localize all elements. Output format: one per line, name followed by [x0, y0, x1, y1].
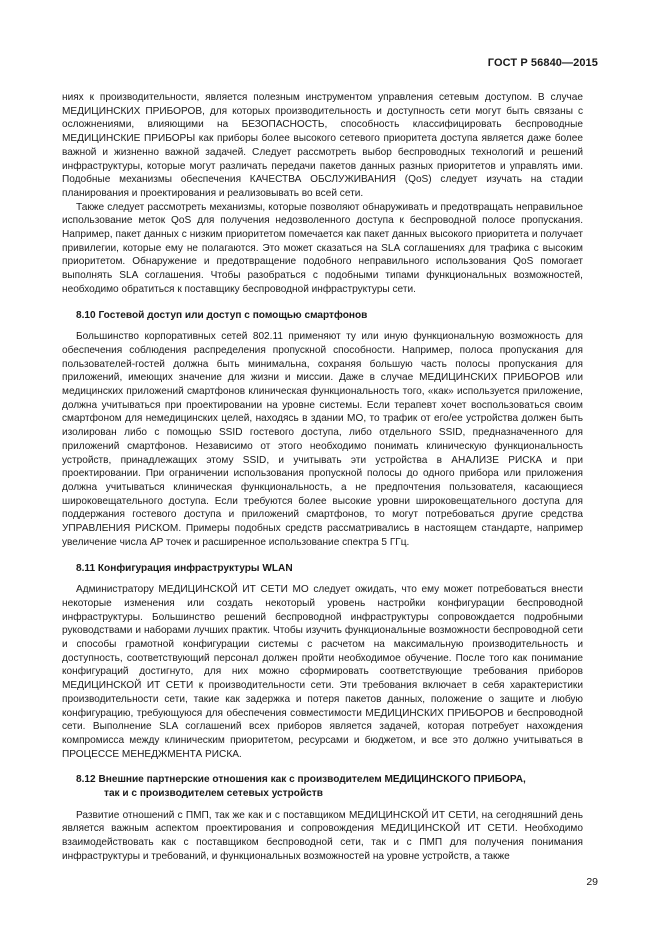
section-heading-8-10: 8.10 Гостевой доступ или доступ с помощью смартфонов [76, 309, 368, 321]
paragraph: Большинство корпоративных сетей 802.11 применяют ту или иную функциональную возможность для обеспечения соблюдения распределения пропускной способности. Например, полоса пропускания для пользователей-гостей должна быть минимальна, сохраняя большую часть полосы пропускания для приложений, имеющих значение для жизни и миссии. Даже в случае МЕДИЦИНСКИХ ПРИБОРОВ или медицинских приложений смартфонов клиническая функциональность того, «как» используется приложение, должна учитываться при проектировании на уровне системы. Если терапевт хочет воспользоваться своим смартфоном для немедицинских целей, находясь в здании МО, то трафик от его/ее устройства должен быть изолирован либо с помощью SSID гостевого доступа, либо отдельного SSID, предназначенного для приложений смартфонов. Независимо от этого необходимо понимать клиническую функциональность устройств, принадлежащих этому SSID, и учитывать эти устройства в АНАЛИЗЕ РИСКА и при проектировании. При ограничении использования пропускной полосы до одного прибора или приложения должна учитываться клиническая функциональность, а не предпочтения пользователя, касающиеся широковещательного доступа. Если требуются более высокие уровни широковещательного доступа для поддержания гостевого доступа и приложений смартфонов, то могут потребоваться другие средства УПРАВЛЕНИЯ РИСКОМ. Примеры подобных средств рассматривались в настоящем стандарте, например увеличение числа AP точек и расширенное использование спектра 5 ГГц. [62, 331, 583, 548]
paragraph: Развитие отношений с ПМП, так же как и с поставщиком МЕДИЦИНСКОЙ ИТ СЕТИ, на сегодняшний день является важным аспектом проектирования и сопровождения МЕДИЦИНСКОЙ ИТ СЕТИ. Необходимо взаимодействовать как с поставщиком беспроводной сети, так и с ПМП для получения понимания инфраструктуры и требований, и функциональных возможностей на уровне устройств, а также [62, 809, 583, 862]
section-heading-line: так и с производителем сетевых устройств [104, 788, 323, 800]
paragraph: Администратору МЕДИЦИНСКОЙ ИТ СЕТИ МО следует ожидать, что ему может потребоваться внести некоторые изменения или создать некоторый уровень настройки конфигурации беспроводной инфраструктуры. Большинство решений беспроводной инфраструктуры сопровождается подробными руководствами и наборами лучших практик. Чтобы изучить функциональные возможности беспроводной сети и способы грамотной конфигурации системы с расчетом на максимальную производительность и доступность, соответствующий персонал должен пройти необходимое обучение. После того как понимание конфигураций достигнуто, для них можно сформировать соответствующие требования приборов МЕДИЦИНСКОЙ ИТ СЕТИ к производительности сети. Эти требования включает в себя характеристики производительности сети, такие как задержка и потеря пакетов данных, положение о защите и любую конфигурацию, требующуюся для обеспечения совместимости МЕДИЦИНСКИХ ПРИБОРОВ и беспроводной сети. Выполнение SLA соглашений всех приборов является задачей, которая потребует нахождения компромисса между клиническим приоритетом, ресурсами и бюджетом, и все это должно учитываться в ПРОЦЕССЕ МЕНЕДЖМЕНТА РИСКА. [62, 584, 583, 760]
paragraph: Также следует рассмотреть механизмы, которые позволяют обнаруживать и предотвращать неправильное использование меток QoS для получения недозволенного доступа к беспроводной полосе пропускания. Например, пакет данных с низким приоритетом помечается как пакет данных высокого приоритета и получает привилегии, которые ему не полагаются. Это может сказаться на SLA соглашениях для трафика с высоким приоритетом. Обнаружение и предотвращение подобного неправильного использования QoS помогает выполнять SLA соглашения. Чтобы разобраться с подобными типами функциональных возможностей, необходимо обратиться к поставщику беспроводной инфраструктуры сети. [62, 201, 583, 295]
page-content [62, 91, 583, 864]
section-heading-8-12 [62, 773, 583, 800]
paragraph: ниях к производительности, является полезным инструментом управления сетевым доступом. В случае МЕДИЦИНСКИХ ПРИБОРОВ, для которых производительность и доступность сети могут быть связаны с осложнениями, влияющими на БЕЗОПАСНОСТЬ, способность классифицировать беспроводные МЕДИЦИНСКИЕ ПРИБОРЫ как приборы более высокого сетевого приоритета доступа является даже более важной и жизненно важной задачей. Следует рассмотреть выбор беспроводных технологий и решений инфраструктуры, которые могут различать передачи пакетов данных разных приоритетов и управлять ими. Подобные механизмы обеспечения КАЧЕСТВА ОБСЛУЖИВАНИЯ (QoS) следует изучать на стадии планирования и проектирования и реализовывать во всей сети. [62, 92, 583, 199]
document-code: ГОСТ Р 56840—2015 [487, 57, 598, 69]
section-heading-line: 8.12 Внешние партнерские отношения как с производителем МЕДИЦИНСКОГО ПРИБОРА, [76, 774, 526, 786]
page-number: 29 [586, 876, 598, 888]
section-heading-8-11: 8.11 Конфигурация инфраструктуры WLAN [76, 562, 293, 574]
